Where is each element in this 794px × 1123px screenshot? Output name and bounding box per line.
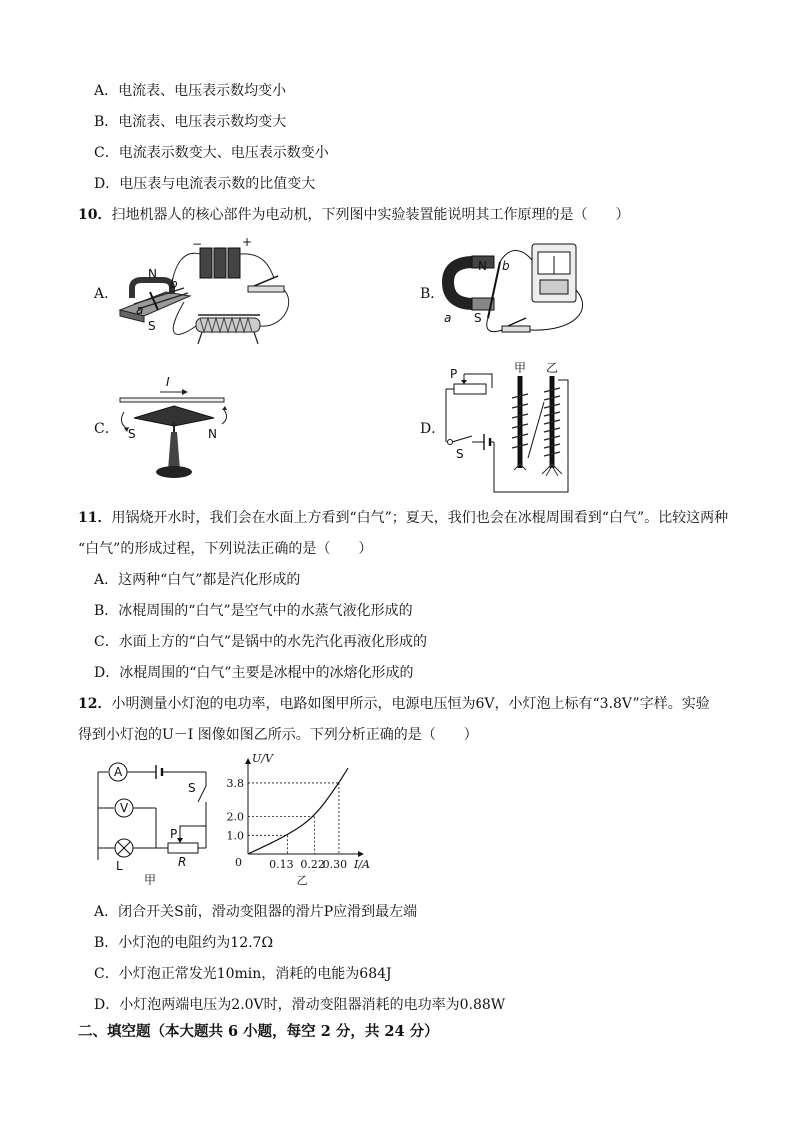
fig-d-switch [448,440,453,445]
q12-option-c: C．小灯泡正常发光10min，消耗的电能为684J [94,966,392,982]
q11-text-line1: 用锅烧开水时，我们会在水面上方看到“白气”；夏天，我们也会在冰棍周围看到“白气”。比较这两种 [111,510,729,526]
circuit-caption: 甲 [144,873,157,887]
q11-option-d: D．冰棍周围的“白气”主要是冰棍中的冰熔化形成的 [94,665,414,681]
fig-a-switch [248,286,284,292]
x-axis-arrow [358,851,364,857]
q9-option-c: C．电流表示数变大、电压表示数变小 [94,145,329,161]
fig-a-s-label: S [148,319,156,333]
q10-number: 10． [78,207,112,223]
switch-label: S [188,781,196,795]
q10-figure-d [446,362,576,500]
q12-number: 12． [78,696,112,712]
slider-label: P [170,827,178,841]
q12-chart-yi [226,752,370,892]
fig-d-yi-label: 乙 [546,361,559,375]
fig-d-p-label: P [450,367,458,381]
y-axis-label: U/V [252,752,273,765]
q11-option-c: C．水面上方的“白气”是锅中的水先汽化再液化形成的 [94,634,428,650]
fig-c-stand [156,466,192,478]
fig-a-plus-label: + [242,235,253,249]
q10-label-d: D． [420,421,446,437]
fig-b-switch [502,326,530,332]
lamp-label: L [116,859,123,873]
y-tick-label: 2.0 [226,810,244,824]
origin-label: 0 [235,856,242,869]
x-tick-label: 0.13 [269,858,294,871]
q10-label-c: C． [94,421,119,437]
q10-figure-a [114,232,304,354]
q10-figure-b [444,240,594,348]
q11-number: 11． [78,510,112,526]
section-2-heading: 二、填空题（本大题共 6 小题，每空 2 分，共 24 分） [78,1023,439,1040]
q12-circuit-jia [94,762,218,890]
x-tick-label: 0.30 [322,858,348,871]
fig-a-n-label: N [148,267,157,281]
fig-d-rheostat [454,384,486,394]
q12-text-line1: 小明测量小灯泡的电功率，电路如图甲所示，电源电压恒为6V，小灯泡上标有“3.8V”字样。实验 [111,696,710,712]
q10-label-a: A． [94,286,119,302]
fig-b-horseshoe-magnet [448,262,474,304]
q12-stem-line1 [78,694,710,714]
fig-c-wire [120,398,224,402]
q12-option-d: D．小灯泡两端电压为2.0V时，滑动变阻器消耗的电功率为0.88W [94,997,506,1013]
fig-c-current-label: I [166,375,170,389]
fig-b-a-label: a [444,311,452,325]
y-tick-label: 1.0 [226,829,244,843]
q10-figure-c [116,372,232,488]
fig-b-s-label: S [474,311,482,325]
fig-c-s-label: S [128,427,136,441]
fig-a-b-label: b [170,277,178,291]
u-i-curve [248,768,348,854]
q11-option-b: B．冰棍周围的“白气”是空气中的水蒸气液化形成的 [94,603,413,619]
y-axis-arrow [245,758,251,764]
q12-stem-line2: 得到小灯泡的U－I 图像如图乙所示。下列分析正确的是（ ） [78,727,478,743]
q9-option-d: D．电压表与电流表示数的比值变大 [94,176,316,192]
fig-a-battery-cell [200,248,212,278]
fig-d-jia-label: 甲 [514,361,527,375]
q11-stem-line2: “白气”的形成过程，下列说法正确的是（ ） [78,541,373,557]
q10-label-b: B． [420,286,445,302]
x-tick-label: 0.22 [300,858,325,871]
ammeter-label: A [114,765,123,779]
y-tick-label: 3.8 [226,776,244,790]
fig-a-minus-label: − [192,237,203,251]
q11-stem-line1 [78,508,728,528]
fig-b-n-label: N [478,259,487,273]
fig-c-n-label: N [208,427,217,441]
q9-option-b: B．电流表、电压表示数均变大 [94,114,287,130]
q12-option-b: B．小灯泡的电阻约为12.7Ω [94,935,274,951]
fig-a-a-label: a [136,303,144,317]
voltmeter-label: V [120,801,129,815]
q12-option-a: A．闭合开关S前，滑动变阻器的滑片P应滑到最左端 [94,904,418,920]
x-axis-label: I/A [354,858,370,871]
q10-text: 扫地机器人的核心部件为电动机，下列图中实验装置能说明其工作原理的是（ ） [111,207,630,223]
fig-d-s-label: S [456,447,464,461]
rheostat [168,843,198,853]
chart-caption: 乙 [296,874,308,887]
fig-b-b-label: b [502,259,510,273]
q11-option-a: A．这两种“白气”都是汽化形成的 [94,572,301,588]
switch [198,786,206,802]
q9-option-a: A．电流表、电压表示数均变小 [94,83,287,99]
u-i-chart [226,752,370,888]
rheostat-label: R [178,855,187,869]
q10-stem [78,205,629,225]
